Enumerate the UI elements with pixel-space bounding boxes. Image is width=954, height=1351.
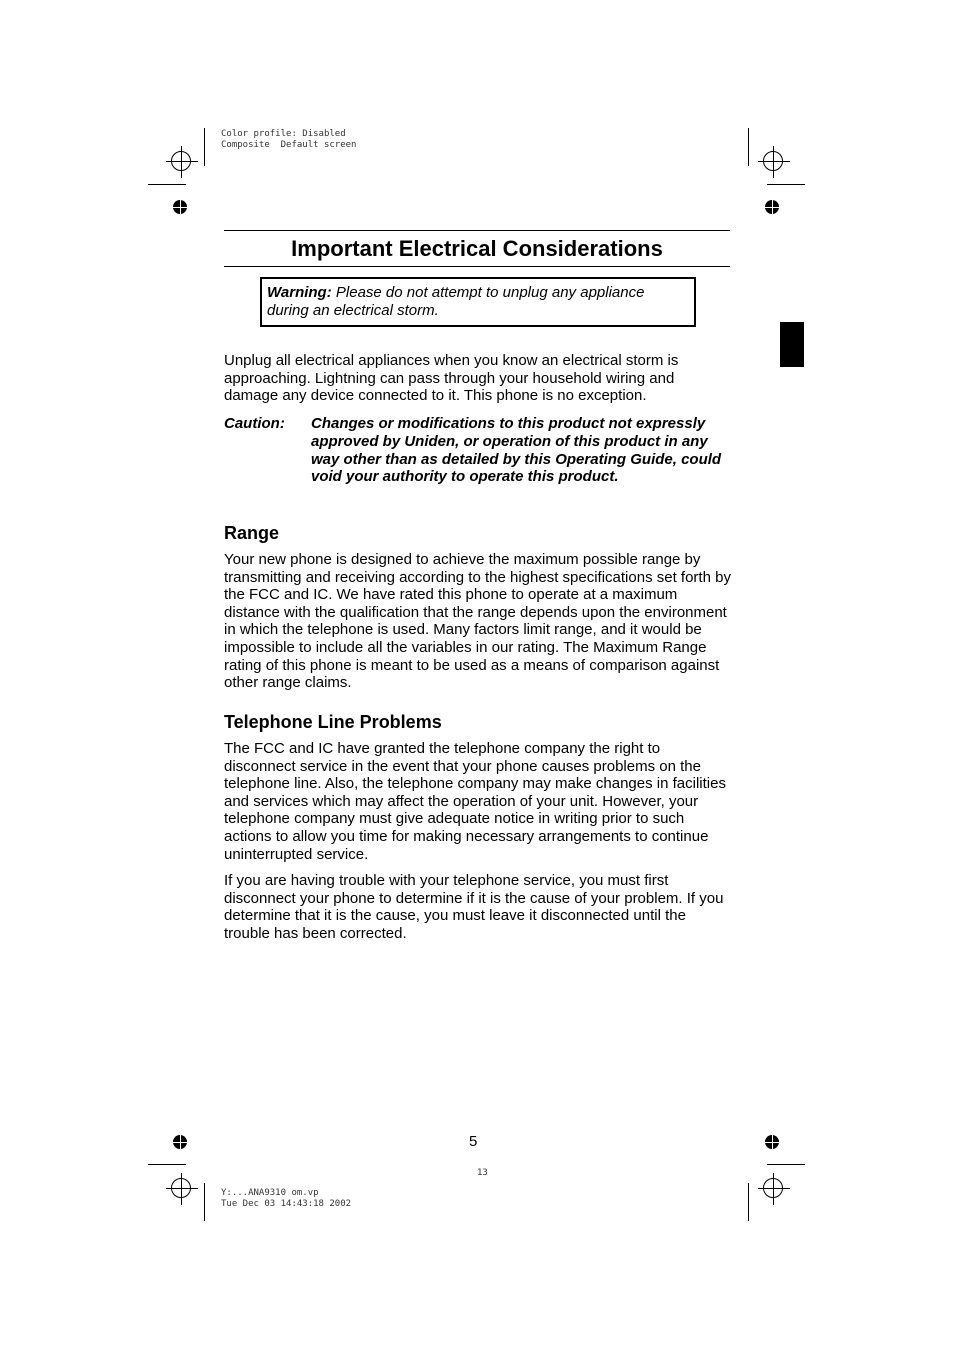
- warning-box: [260, 277, 696, 327]
- registration-dot-icon: [173, 1135, 187, 1149]
- warning-text: Please do not attempt to unplug any appliance during an electrical storm.: [267, 284, 645, 319]
- page-number: 5: [469, 1133, 478, 1150]
- section-tab: [780, 322, 804, 367]
- telephone-line-paragraph-2: If you are having trouble with your telephone service, you must first disconnect your phone to determine if it is the cause of your problem. If you determine that it is the cause, you must leave it disconnected until the trouble has been corrected.: [224, 872, 724, 942]
- registration-dot-icon: [765, 200, 779, 214]
- crop-mark: [767, 1164, 805, 1165]
- crop-mark: [748, 1183, 749, 1221]
- warning-label: Warning:: [267, 284, 332, 301]
- crop-mark: [204, 1183, 205, 1221]
- range-heading: Range: [224, 523, 280, 543]
- intro-paragraph: Unplug all electrical appliances when you know an electrical storm is approaching. Lightning can pass through your household wiring and damage any device connected to it. This phone is no exception.: [224, 352, 679, 405]
- registration-mark-icon: [171, 151, 191, 171]
- crop-mark: [148, 1164, 186, 1165]
- page-title: Important Electrical Considerations: [291, 236, 663, 261]
- print-info-top: Color profile: Disabled Composite Default screen: [221, 129, 357, 150]
- range-paragraph: Your new phone is designed to achieve the maximum possible range by transmitting and receiving according to the highest specifications set forth by the FCC and IC. We have rated this phone to operate at a maximum distance with the qualification that the range depends upon the environment in which the telephone is used. Many factors limit range, and it would be impossible to include all the variables in our rating. The Maximum Range rating of this phone is meant to be used as a means of comparison against other range claims.: [224, 551, 731, 692]
- telephone-line-paragraph-1: The FCC and IC have granted the telephone company the right to disconnect service in the event that your phone causes problems on the telephone line. Also, the telephone company may make changes in facilities and services which may affect the operation of your unit. However, your telephone company must give adequate notice in writing prior to such actions to allow you time for making necessary arrangements to continue uninterrupted service.: [224, 740, 726, 863]
- telephone-line-heading: Telephone Line Problems: [224, 712, 442, 732]
- registration-mark-icon: [763, 151, 783, 171]
- crop-mark: [767, 184, 805, 185]
- sheet-number: 13: [477, 1168, 488, 1178]
- registration-dot-icon: [173, 200, 187, 214]
- registration-dot-icon: [765, 1135, 779, 1149]
- title-rule-bottom: [224, 266, 730, 267]
- registration-mark-icon: [763, 1178, 783, 1198]
- caution-text: Changes or modifications to this product not expressly approved by Uniden, or operation of this product in any way other than as detailed by this Operating Guide, could void your authority to operate this product.: [311, 415, 722, 486]
- crop-mark: [148, 184, 186, 185]
- caution-label: Caution:: [224, 415, 285, 432]
- registration-mark-icon: [171, 1178, 191, 1198]
- title-rule-top: [224, 230, 730, 231]
- crop-mark: [748, 128, 749, 166]
- print-info-bottom: Y:...ANA9310 om.vp Tue Dec 03 14:43:18 2002: [221, 1188, 352, 1209]
- crop-mark: [204, 128, 205, 166]
